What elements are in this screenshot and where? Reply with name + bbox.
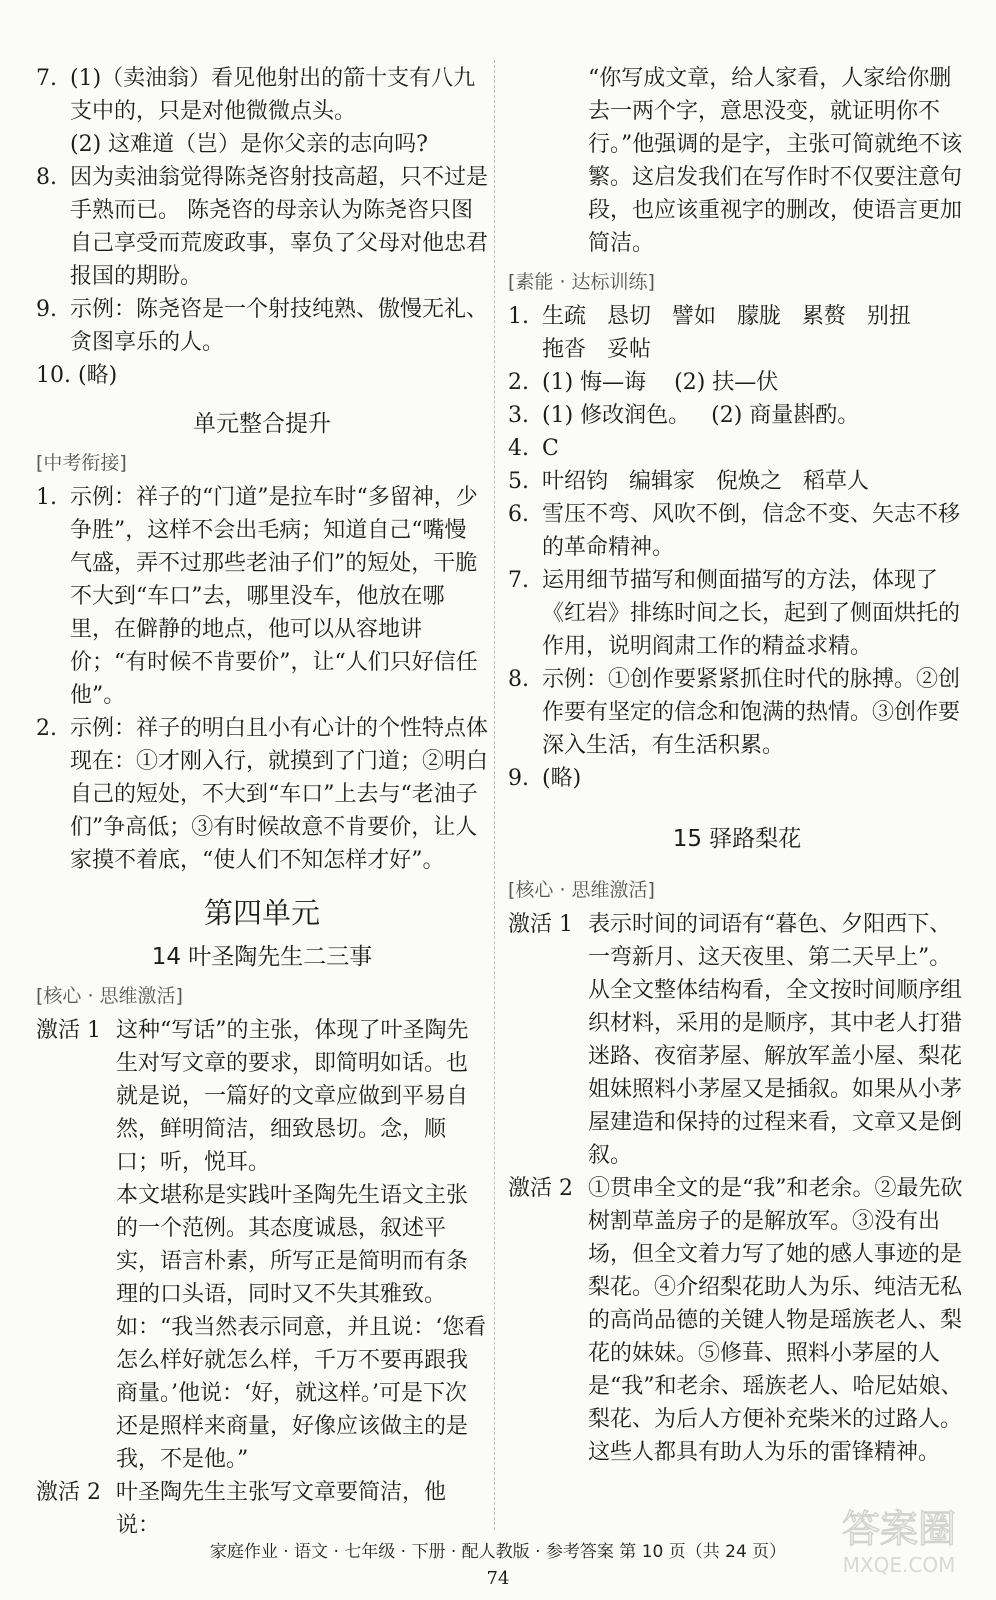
activation-text: 表示时间的词语有“暮色、夕阳西下、一弯新月、这天夜里、第二天早上”。从全文整体结构看，全文按时间顺序组织材料，采用的是顺序，其中老人打猎迷路、夜宿茅屋、解放军盖小屋、梨花姐妹照料小茅屋又是插叙。如果从小茅屋建造和保持的过程来看，文章又是倒叙。	[588, 912, 963, 1168]
answer-text: (略)	[78, 363, 118, 388]
answer-9	[36, 293, 488, 359]
answer-text: 运用细节描写和侧面描写的方法，体现了《红岩》排练时间之长，起到了侧面烘托的作用，说明阎肃工作的精益求精。	[542, 568, 961, 659]
answer-text: C	[542, 436, 559, 461]
watermark-logo	[824, 1496, 974, 1580]
answer-text: 示例：祥子的“门道”是拉车时“多留神，少争胜”，这样不会出毛病；知道自己“嘴慢气盛，弄不过那些老油子们”的短处，干脆不大到“车口”去，哪里没车，他放在哪里，在僻静的地点，他可以从容地讲价；“有时候不肯要价”，让“人们只好信任他”。	[70, 485, 478, 708]
answer-s1	[508, 300, 966, 366]
answer-text: 示例：祥子的明白且小有心计的个性特点体现在：①才刚入行，就摸到了门道；②明白自己的短处，不大到“车口”上去与“老油子们”争高低；③有时候故意不肯要价，让人家摸不着底，“使人们不知怎样才好”。	[70, 716, 489, 873]
answer-number: 8.	[508, 667, 529, 692]
unit-heading: 第四单元	[203, 896, 320, 930]
answer-text: 雪压不弯、风吹不倒，信念不变、矢志不移的革命精神。	[542, 502, 961, 560]
answer-number: 1.	[508, 304, 529, 329]
answer-7	[36, 62, 488, 161]
answer-text: 示例：陈尧咨是一个射技纯熟、傲慢无礼、贪图享乐的人。	[70, 297, 489, 355]
answer-z2	[36, 712, 488, 877]
answer-number: 2.	[508, 370, 529, 395]
answer-number: 8.	[36, 165, 57, 190]
answer-s5	[508, 465, 966, 498]
activation-text: 叶圣陶先生主张写文章要简洁，他说：	[116, 1480, 447, 1538]
activation-1	[508, 908, 966, 1172]
answer-s8	[508, 663, 966, 762]
activation-label: 激活 1	[508, 912, 573, 937]
answer-number: 7.	[508, 568, 529, 593]
answer-z1	[36, 481, 488, 712]
right-column	[508, 62, 966, 1469]
answer-number: 3.	[508, 403, 529, 428]
answer-text: 生疏 恳切 譬如 朦胧 累赘 别扭	[542, 304, 911, 329]
activation-text: 这种“写话”的主张，体现了叶圣陶先生对写文章的要求，即简明如话。也就是说，一篇好的文章应做到平易自然，鲜明简洁，细致恳切。念，顺口；听，悦耳。	[116, 1018, 469, 1175]
answer-s2	[508, 366, 966, 399]
answer-number: 1.	[36, 485, 57, 510]
answer-s9	[508, 762, 966, 795]
answer-number: 2.	[36, 716, 57, 741]
page-number: 74	[486, 1568, 510, 1589]
section-tag: [核心 · 思维激活]	[36, 985, 183, 1007]
answer-text: 叶绍钧 编辑家 倪焕之 稻草人	[542, 469, 869, 494]
section-tag: [中考衔接]	[36, 452, 127, 474]
activation-label: 激活 2	[36, 1480, 101, 1505]
lesson-heading: 14 叶圣陶先生二三事	[151, 944, 373, 970]
continued-text: “你写成文章，给人家看，人家给你删去一两个字，意思没变，就证明你不行。”他强调的是字，主张可简就绝不该繁。这启发我们在写作时不仅要注意句段，也应该重视字的删改，使语言更加简洁。	[588, 66, 963, 256]
answer-s3	[508, 399, 966, 432]
activation-text: 本文堪称是实践叶圣陶先生语文主张的一个范例。其态度诚恳，叙述平实，语言朴素，所写正是简明而有条理的口头语，同时又不失其雅致。如：“我当然表示同意，并且说：‘您看怎么样好就怎么样，千万不要再跟我商量。’他说：‘好，就这样。’可是下次还是照样来商量，好像应该做主的是我，不是他。”	[116, 1183, 487, 1472]
page-footer: 家庭作业 · 语文 · 七年级 · 下册 · 配人教版 · 参考答案 第 10 页（共 24 页）	[209, 1542, 787, 1562]
answer-number: 10.	[36, 363, 71, 388]
activation-label: 激活 2	[508, 1176, 573, 1201]
answer-text: 拖沓 妥帖	[542, 337, 651, 362]
section-tag: [核心 · 思维激活]	[508, 879, 655, 901]
answer-number: 6.	[508, 502, 529, 527]
activation-label: 激活 1	[36, 1018, 101, 1043]
answer-text: (略)	[542, 766, 582, 791]
activation-1	[36, 1014, 488, 1476]
answer-s7	[508, 564, 966, 663]
answer-8	[36, 161, 488, 293]
answer-number: 9.	[508, 766, 529, 791]
answer-s6	[508, 498, 966, 564]
section-heading: 单元整合提升	[193, 411, 331, 437]
section-tag: [素能 · 达标训练]	[508, 271, 655, 293]
answer-number: 7.	[36, 66, 57, 91]
activation-2	[508, 1172, 966, 1469]
answer-text: 示例：①创作要紧紧抓住时代的脉搏。②创作要有坚定的信念和饱满的热情。③创作要深入生活，有生活积累。	[542, 667, 961, 758]
answer-number: 4.	[508, 436, 529, 461]
answer-text: (1) 修改润色。 (2) 商量斟酌。	[542, 403, 860, 428]
answer-text: (1)（卖油翁）看见他射出的箭十支有八九支中的，只是对他微微点头。	[70, 66, 476, 124]
answer-number: 9.	[36, 297, 57, 322]
answer-text: (1) 悔—诲 (2) 扶—伏	[542, 370, 779, 395]
watermark-text-main: 答案圈	[841, 1507, 957, 1551]
watermark-text-url: MXQE.COM	[842, 1553, 956, 1577]
column-divider	[494, 60, 495, 1530]
answer-10	[36, 359, 488, 392]
answer-text: 因为卖油翁觉得陈尧咨射技高超，只不过是手熟而已。 陈尧咨的母亲认为陈尧咨只图自己享受而荒废政事，辜负了父母对他忠君报国的期盼。	[70, 165, 489, 289]
answer-number: 5.	[508, 469, 529, 494]
lesson-heading: 15 驿路梨花	[672, 826, 802, 852]
left-column	[36, 62, 488, 1542]
activation-text: ①贯串全文的是“我”和老余。②最先砍树割草盖房子的是解放军。③没有出场，但全文着力写了她的感人事迹的是梨花。④介绍梨花助人为乐、纯洁无私的高尚品德的关键人物是瑶族老人、梨花的妹妹。⑤修葺、照料小茅屋的人是“我”和老余、瑶族老人、哈尼姑娘、梨花、为后人方便补充柴米的过路人。这些人都具有助人为乐的雷锋精神。	[588, 1176, 963, 1465]
activation-2	[36, 1476, 488, 1542]
answer-s4	[508, 432, 966, 465]
answer-text: (2) 这难道（岂）是你父亲的志向吗?	[70, 132, 428, 157]
